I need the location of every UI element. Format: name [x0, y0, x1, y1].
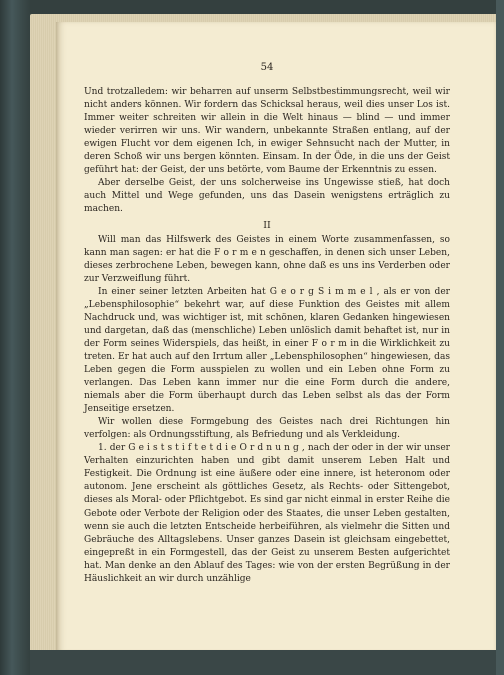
paragraph-6: 1. der G e i s t s t i f t e t d i e O r d n u n g , nach der oder in der wir unser Verhalten einzurichten haben und gibt damit unserem Leben Halt und Festigkeit. Die Ordnung ist eine äußere oder eine innere, ist heteronom oder autonom. Jene erscheint als göttliches Gesetz, als Rechts- oder Sittengebot, dieses als Moral- oder Pflichtgebot. Es sind gar nicht einmal in erster Reihe die Gebote oder Verbote der Religion oder des Staates, die unser Leben gestalten, wenn sie auch die letzten Entscheide herbeiführen, als vielmehr die Sitten und Gebräuche des Alltagslebens. Unser ganzes Dasein ist gleichsam eingebettet, eingepreßt in ein Formgestell, das der Geist zu unserem Besten aufgerichtet hat. Man denke an den Ablauf des Tages: wie von der ersten Begrüßung in der Häuslichkeit an wir durch unzählige [84, 443, 450, 584]
paragraph-2: Aber derselbe Geist, der uns solcherweise ins Ungewisse stieß, hat doch auch Mittel und Wege gefunden, uns das Dasein wenigstens erträglich zu machen. [84, 178, 450, 215]
page-number: 54 [260, 62, 274, 73]
paragraph-3: Will man das Hilfswerk des Geistes in einem Worte zusammenfassen, so kann man sagen: er hat die F o r m e n geschaffen, in denen sich unser Leben, dieses zerbrochene Leben, bewegen kann, ohne daß es uns ins Verderben oder zur Verzweiflung führt. [84, 234, 450, 284]
section-heading: II [263, 220, 271, 232]
paragraph-5: Wir wollen diese Formgebung des Geistes nach drei Richtungen hin verfolgen: als Ordnungsstiftung, als Befriedung und als Verkleidung. [84, 417, 450, 441]
book-cover-right [496, 0, 504, 675]
paragraph-1: Und trotzalledem: wir beharren auf unserm Selbstbestimmungsrecht, weil wir nicht anders können. Wir fordern das Schicksal heraus, weil dies unser Los ist. Immer weiter schreiten wir allein in die Welt hinaus — blind — und immer wieder verirren wir uns. Wir wandern, unbekannte Straßen entlang, auf der ewigen Flucht vor dem eigenen Ich, in ewiger Sehnsucht nach der Mutter, in deren Schoß wir uns bergen könnten. Einsam. In der Öde, in die uns der Geist geführt hat: der Geist, der uns betörte, vom Baume der Erkenntnis zu essen. [84, 87, 450, 176]
book-cover-bottom [30, 650, 504, 675]
page-text [84, 60, 450, 586]
paragraph-4: In einer seiner letzten Arbeiten hat G e o r g S i m m e l , als er von der „Lebensphilosophie“ bekehrt war, auf diese Funktion des Geistes mit allem Nachdruck und, was wichtiger ist, mit schönen, klaren Gedanken hingewiesen und dargetan, daß das (menschliche) Leben unlöslich damit behaftet ist, nur in der Form seines Widerspiels, das heißt, in einer F o r m in die Wirklichkeit zu treten. Er hat auch auf den Irrtum aller „Lebensphilosophen“ hingewiesen, das Leben gegen die Form ausspielen zu wollen und ein Leben ohne Form zu verlangen. Das Leben kann immer nur die eine Form durch die andere, niemals aber die Form überhaupt durch das Leben selbst als das der Form Jenseitige ersetzen. [84, 286, 450, 415]
